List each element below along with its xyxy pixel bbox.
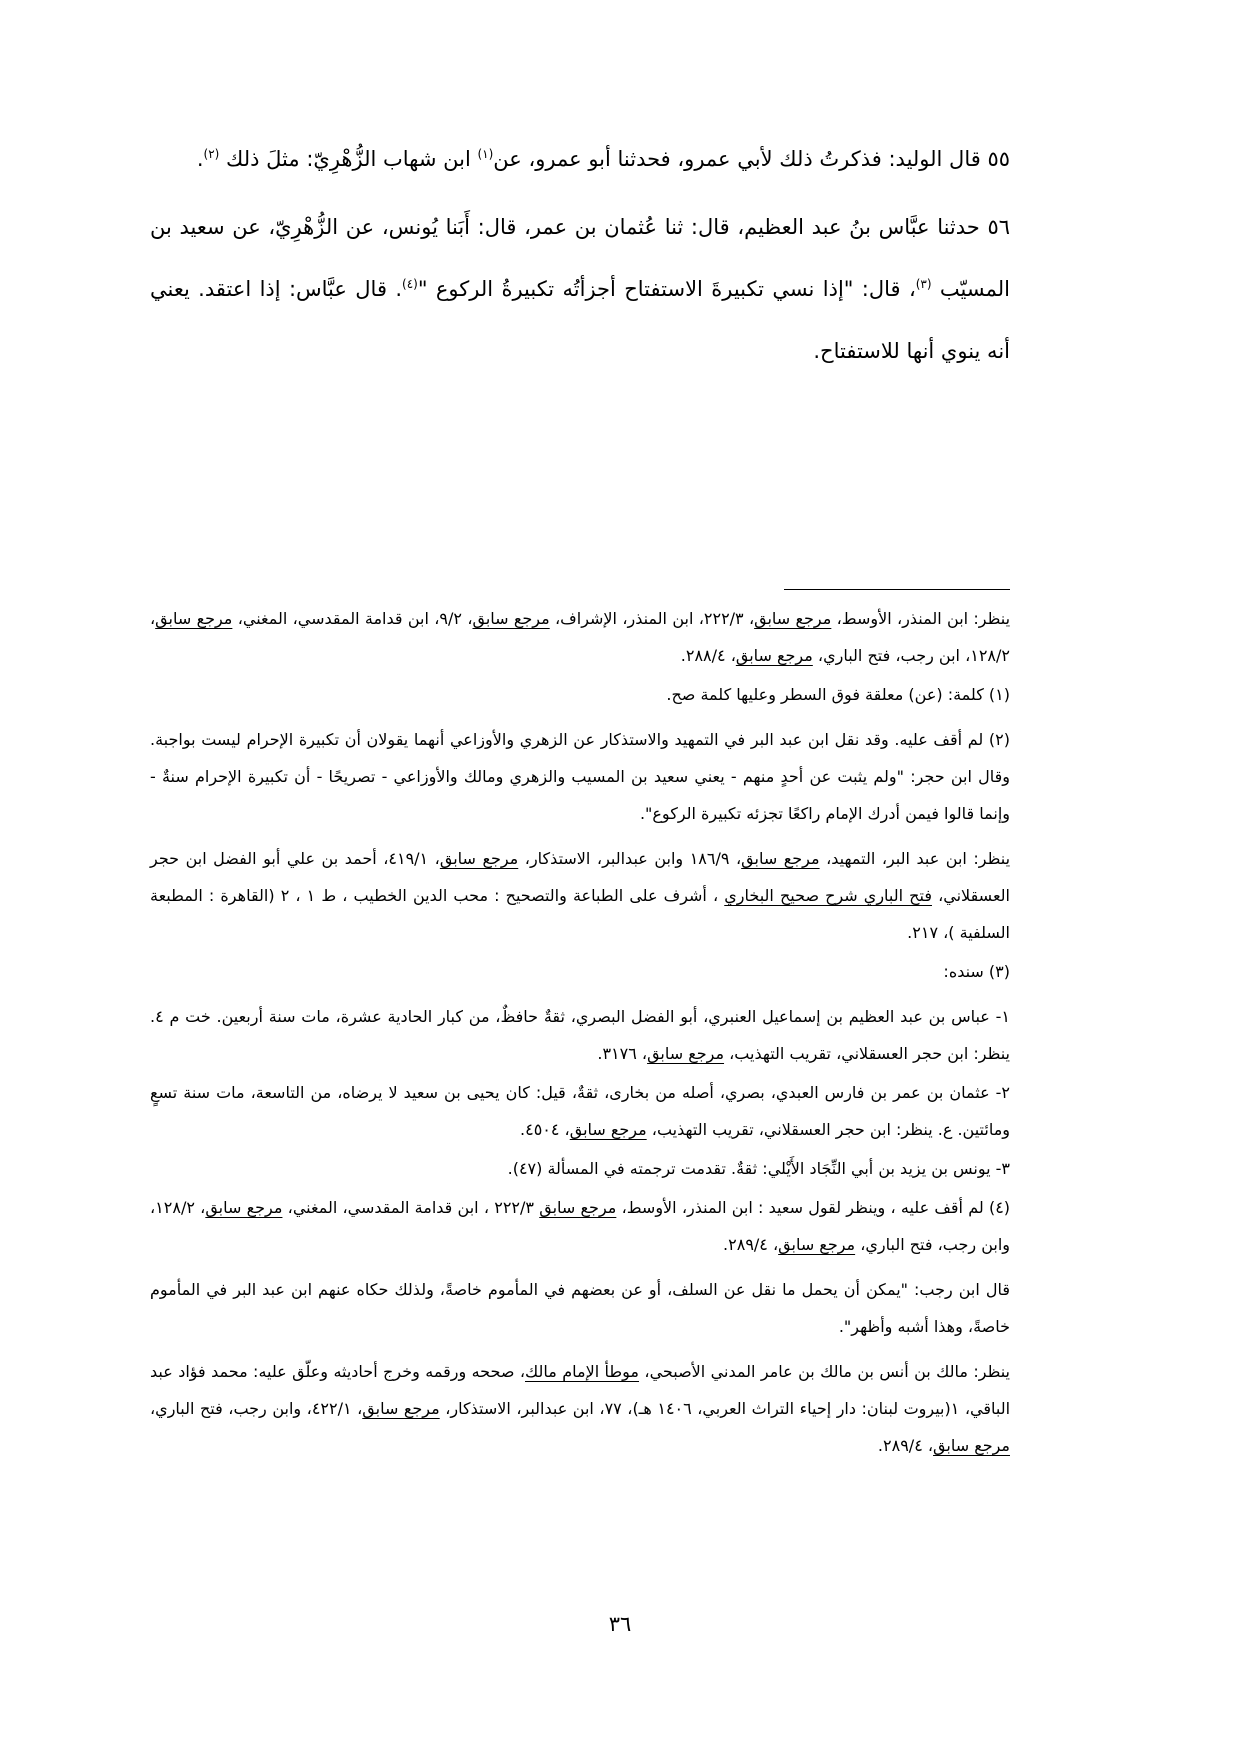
text-run: (٤) لم أقف عليه ، وينظر لقول سعيد : ابن المنذر، الأوسط، xyxy=(616,1198,1011,1217)
footnote-separator xyxy=(784,589,1010,590)
citation-link[interactable]: مرجع سابق xyxy=(439,849,519,868)
footnotes xyxy=(150,600,1010,1464)
citation-link[interactable]: مرجع سابق xyxy=(754,609,832,628)
footnote-4-reference xyxy=(150,1353,1010,1464)
citation-link[interactable]: مرجع سابق xyxy=(933,1436,1010,1455)
citation-link[interactable]: مرجع سابق xyxy=(647,1044,725,1063)
footnote-3-narrator-3: ٣- يونس بن يزيد بن أبي النِّجَاد الأَيْلي: ثقةٌ. تقدمت ترجمته في المسألة (٤٧). xyxy=(507,1159,1010,1178)
footnote-2: (٢) لم أقف عليه. وقد نقل ابن عبد البر في التمهيد والاستذكار عن الزهري والأوزاعي أنهما يقولان أن تكبيرة الإحرام ليست بواجبة. وقال ابن حجر: "ولم يثبت عن أحدٍ منهم - يعني سعيد بن المسيب والزهري ومالك والأوزاعي - تصريحًا - أن تكبيرة الإحرام سنةٌ - وإنما قالوا فيمن أدرك الإمام راكعًا تجزئه تكبيرة الركوع". xyxy=(150,730,1010,823)
text-run: ينظر: مالك بن أنس بن مالك بن عامر المدني الأصبحي، xyxy=(639,1362,1011,1381)
text-run: ٢- عثمان بن عمر بن فارس العبدي، بصري، أصله من بخارى، ثقةٌ، قيل: كان يحيى بن سعيد لا يرضاه، من التاسعة، مات سنة تسعٍ ومائتين. ع. ينظر: ابن حجر العسقلاني، تقريب التهذيب، xyxy=(150,1083,1010,1139)
page-number: ٣٦ xyxy=(608,1612,632,1636)
text-run: ، قال: "إذا نسي تكبيرةَ الاستفتاح أجزأتُه تكبيرةُ الركوع " xyxy=(417,277,916,301)
citation-link[interactable]: مرجع سابق xyxy=(205,1198,283,1217)
text-run: ، ٩/٢، ابن قدامة المقدسي، المغني، xyxy=(232,609,473,628)
footnote-3-narrator-2 xyxy=(150,1074,1010,1148)
citation-link[interactable]: مرجع سابق xyxy=(741,849,820,868)
citation-link[interactable]: مرجع سابق xyxy=(155,609,233,628)
footnote-4-quote: قال ابن رجب: "يمكن أن يحمل ما نقل عن السلف، أو عن بعضهم في المأموم خاصةً، ولذلك حكاه عنهم ابن عبد البر في المأموم خاصةً، وهذا أشبه وأظهر". xyxy=(150,1280,1010,1336)
text-run: ينظر: ابن عبد البر، التمهيد، xyxy=(819,849,1011,868)
text-run: . قال عبَّاس: إذا اعتقد. يعني أنه ينوي أنها للاستفتاح. xyxy=(150,277,1010,363)
citation-link[interactable]: موطأ الإمام مالك xyxy=(525,1362,640,1381)
text-run: ، ٢٨٩/٤. xyxy=(723,1235,779,1254)
footnote-1: (١) كلمة: (عن) معلقة فوق السطر وعليها كلمة صح. xyxy=(666,685,1010,704)
paragraph-56 xyxy=(150,196,1010,382)
text-run: ، صححه ورقمه وخرج أحاديثه وعلّق عليه: محمد فؤاد عبد الباقي، ١(بيروت لبنان: دار إحياء التراث العربي، ١٤٠٦ هـ)، ٧٧، ابن عبدالبر، الاستذكار، xyxy=(150,1362,1011,1418)
text-run: ، ١٨٦/٩ وابن عبدالبر، الاستذكار، xyxy=(518,849,742,868)
text-run: ينظر: ابن المنذر، الأوسط، xyxy=(831,609,1011,628)
text-run: ، ١٢٨/٢، وابن رجب، فتح الباري، xyxy=(150,1198,1010,1254)
text-run: ، ٢٢٢/٣، ابن المنذر، الإشراف، xyxy=(549,609,755,628)
footnote-ref-3[interactable]: (٣) xyxy=(915,277,932,291)
text-run: ، ٣١٧٦. xyxy=(597,1044,648,1063)
footnote-2-reference xyxy=(150,840,1010,951)
citation-link[interactable]: مرجع سابق xyxy=(539,1198,617,1217)
main-text xyxy=(150,128,1010,382)
text-run: ٥٥ قال الوليد: فذكرتُ ذلك لأبي عمرو، فحدثنا أبو عمرو، عن xyxy=(493,147,1010,171)
text-run: ، ٢٨٨/٤. xyxy=(680,646,736,665)
footnote-3-narrator-1 xyxy=(150,998,1010,1072)
citation-link[interactable]: مرجع سابق xyxy=(472,609,550,628)
text-run: ٢٢٢/٣ ، ابن قدامة المقدسي، المغني، xyxy=(282,1198,540,1217)
citation-link[interactable]: مرجع سابق xyxy=(362,1399,440,1418)
citation-link[interactable]: فتح الباري شرح صحيح البخاري xyxy=(724,886,932,905)
footnote-3-title: (٣) سنده: xyxy=(943,962,1010,981)
footnote-4 xyxy=(150,1189,1010,1263)
citation-link[interactable]: مرجع سابق xyxy=(735,646,813,665)
text-run: ، ٢٨٩/٤. xyxy=(877,1436,934,1455)
footnote-ref-1[interactable]: (١) xyxy=(477,147,494,161)
text-run: ، ٤١٩/١، أحمد بن علي أبو الفضل ابن حجر العسقلاني، xyxy=(150,849,1010,905)
text-run: ، ٤٥٠٤. xyxy=(520,1120,570,1139)
text-run: ، ١٢٨/٢، ابن رجب، فتح الباري، xyxy=(150,609,1010,665)
paragraph-55 xyxy=(150,128,1010,190)
citation-link[interactable]: مرجع سابق xyxy=(569,1120,647,1139)
text-run: ٥٦ حدثنا عبَّاس بنُ عبد العظيم، قال: ثنا عُثمان بن عمر، قال: أَبَنا يُونس، عن الزُّهْرِيّ، عن سعيد بن المسيّب xyxy=(150,215,1010,301)
footnote-ref-2[interactable]: (٢) xyxy=(203,147,220,161)
text-run: ، ٤٢٢/١، وابن رجب، فتح الباري، xyxy=(150,1399,363,1418)
text-run: ابن شهاب الزُّهْرِيّ: مثلَ ذلك xyxy=(219,147,478,171)
text-run: ، أشرف على الطباعة والتصحيح : محب الدين الخطيب ، ط ١ ، ٢ (القاهرة : المطبعة السلفية )، ٢١٧. xyxy=(150,886,1010,942)
text-run: ١- عباس بن عبد العظيم بن إسماعيل العنبري، أبو الفضل البصري، ثقةٌ حافظٌ، من كبار الحادية عشرة، مات سنة أربعين. خت م ٤. ينظر: ابن حجر العسقلاني، تقريب التهذيب، xyxy=(150,1007,1010,1063)
citation-link[interactable]: مرجع سابق xyxy=(778,1235,856,1254)
text-run: . xyxy=(196,147,204,171)
footnote-ref-carryover xyxy=(150,600,1010,674)
footnote-ref-4[interactable]: (٤) xyxy=(402,277,418,291)
